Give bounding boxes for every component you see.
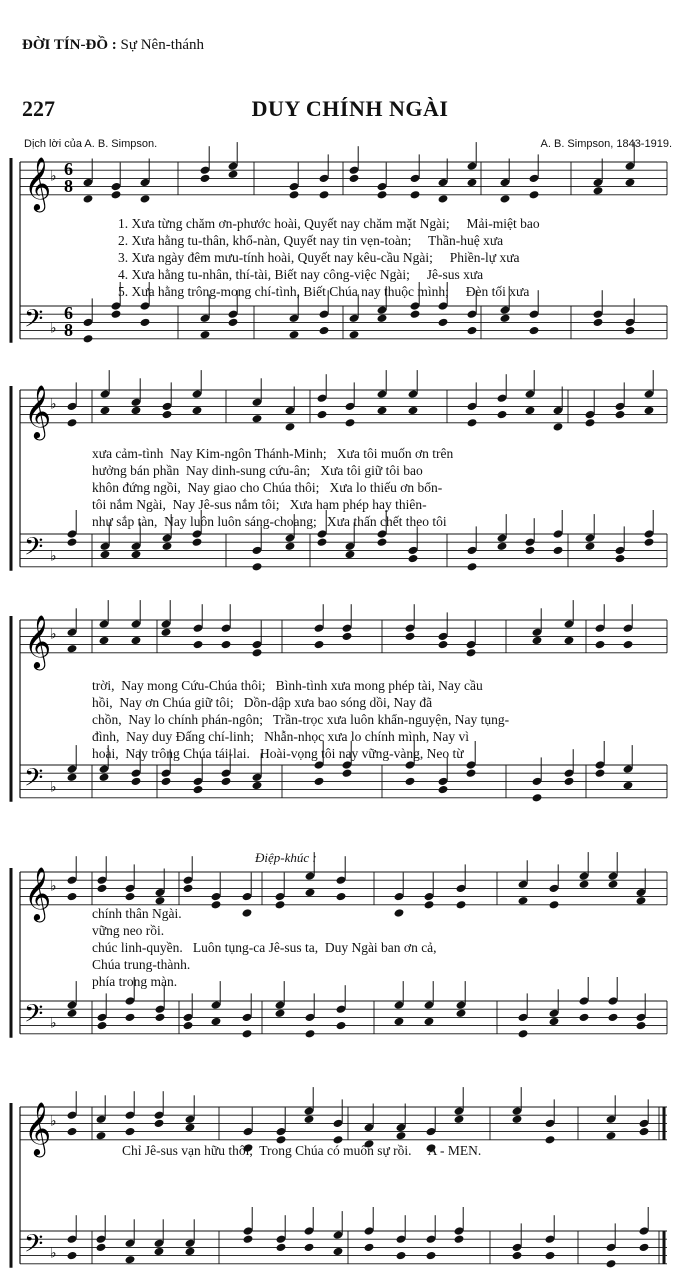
note-head: [200, 330, 211, 340]
lyric-line: 1. Xưa từng chăm ơn-phước hoài, Quyết nay chăm mặt Ngài; Mải-miệt bao: [118, 216, 540, 231]
note-head: [183, 1021, 194, 1031]
note-head: [636, 896, 647, 906]
note-head: [377, 190, 388, 200]
lyric-line: trời, Nay mong Cứu-Chúa thôi; Bình-tình xưa mong phép tài, Nay cầu: [92, 678, 483, 693]
note-head: [545, 1251, 556, 1261]
note-head: [319, 326, 330, 336]
note-head: [608, 1013, 619, 1023]
note-head: [593, 186, 604, 196]
note-head: [140, 194, 151, 204]
note-head: [228, 170, 239, 180]
hymn-number: 227: [22, 96, 55, 121]
note-head: [438, 194, 449, 204]
note-head: [525, 406, 536, 416]
note-head: [454, 1234, 465, 1244]
note-head: [67, 418, 78, 428]
note-head: [595, 640, 606, 650]
note-head: [644, 537, 655, 547]
note-head: [211, 1017, 222, 1027]
note-head: [285, 422, 296, 432]
bass-clef-icon: 𝄢: [24, 1229, 44, 1265]
lyric-line: vững neo rồi.: [92, 923, 165, 938]
lyric-line: 3. Xưa ngày đêm mưu-tính hoài, Quyết nay kêu-cầu Ngài; Phiền-lự xưa: [118, 250, 520, 265]
note-head: [185, 1247, 196, 1257]
note-head: [608, 880, 619, 890]
book-section: Sự Nên-thánh: [120, 37, 205, 53]
note-head: [131, 550, 142, 560]
lyric-line: hồi, Nay ơn Chúa giữ tôi; Dồn-dập xưa bao sóng dồi, Nay đã: [92, 695, 433, 710]
note-head: [396, 1251, 407, 1261]
note-head: [532, 793, 543, 803]
bass-clef-icon: 𝄢: [24, 532, 44, 568]
note-head: [154, 1119, 165, 1129]
note-head: [67, 644, 78, 654]
note-head: [345, 418, 356, 428]
note-head: [396, 1131, 407, 1141]
note-head: [408, 406, 419, 416]
time-sig-bass-bottom: 8: [64, 320, 73, 340]
lyric-line: Chỉ Jê-sus vạn hữu thôi, Trong Chúa có muôn sự rồi. A - MEN.: [122, 1143, 482, 1158]
note-head: [252, 781, 263, 791]
flat-icon: ♭: [50, 779, 57, 796]
note-head: [100, 406, 111, 416]
lyric-line: 4. Xưa hằng tu-nhân, thí-tài, Biết nay công-việc Ngài; Jê-sus xưa: [118, 267, 484, 282]
lyric-line: hoài, Nay trông Chúa tái-lai. Hoài-vọng tôi nay vững-vàng, Neo từ: [92, 746, 464, 761]
note-head: [276, 1243, 287, 1253]
note-head: [192, 406, 203, 416]
note-head: [67, 773, 78, 783]
lyrics-system-5: [122, 1143, 481, 1158]
note-head: [252, 648, 263, 658]
note-head: [529, 190, 540, 200]
refrain-label: Điệp-khúc :: [255, 850, 317, 865]
note-head: [585, 418, 596, 428]
note-head: [99, 636, 110, 646]
lyrics-system-1: [118, 216, 540, 299]
note-head: [625, 178, 636, 188]
note-head: [394, 1017, 405, 1027]
note-head: [336, 1021, 347, 1031]
note-head: [319, 190, 330, 200]
flat-icon: ♭: [50, 396, 57, 413]
note-head: [243, 1234, 254, 1244]
time-sig-treble-top: 6: [64, 159, 73, 179]
note-head: [579, 880, 590, 890]
note-head: [67, 1009, 78, 1019]
note-head: [192, 537, 203, 547]
note-head: [410, 309, 421, 319]
note-head: [549, 900, 560, 910]
bass-clef-icon: 𝄢: [24, 304, 44, 340]
note-head: [364, 1243, 375, 1253]
note-head: [438, 640, 449, 650]
note-head: [623, 640, 634, 650]
note-head: [529, 326, 540, 336]
note-head: [242, 908, 253, 918]
note-head: [193, 785, 204, 795]
lyrics-system-3: [92, 678, 510, 761]
note-head: [532, 636, 543, 646]
note-head: [553, 422, 564, 432]
note-head: [512, 1251, 523, 1261]
note-head: [518, 1029, 529, 1039]
note-head: [162, 410, 173, 420]
lyric-line: chồn, Nay lo chính phán-ngôn; Trần-trọc xưa luôn khẩn-nguyện, Nay tụng-: [92, 712, 510, 727]
note-head: [304, 1115, 315, 1125]
lyric-line: 2. Xưa hằng tu-thân, khổ-nàn, Quyết nay tin vẹn-toàn; Thần-huệ xưa: [118, 233, 504, 248]
flat-icon: ♭: [50, 1015, 57, 1032]
note-head: [512, 1115, 523, 1125]
lyric-line: khôn đứng ngồi, Nay giao cho Chúa thôi; Xưa lo thiếu ơn bổn-: [92, 480, 443, 495]
note-head: [304, 1243, 315, 1253]
note-head: [405, 777, 416, 787]
note-head: [333, 1247, 344, 1257]
flat-icon: ♭: [50, 320, 57, 337]
lyric-line: 5. Xưa hằng trông-mong chí-tình, Biết Chúa nay thuộc mình; Đèn tối xưa: [118, 284, 530, 299]
note-head: [500, 194, 511, 204]
lyrics-system-2: [92, 446, 453, 529]
note-head: [454, 1115, 465, 1125]
note-head: [466, 768, 477, 778]
note-head: [83, 334, 94, 344]
note-head: [162, 542, 173, 552]
note-head: [252, 414, 263, 424]
note-head: [221, 640, 232, 650]
note-head: [317, 410, 328, 420]
note-head: [289, 190, 300, 200]
note-head: [183, 884, 194, 894]
note-head: [125, 1127, 136, 1137]
note-head: [625, 326, 636, 336]
note-head: [426, 1251, 437, 1261]
note-head: [125, 1255, 136, 1265]
lyric-line: chính thân Ngài.: [92, 906, 182, 921]
note-head: [140, 318, 151, 328]
note-head: [305, 888, 316, 898]
note-head: [342, 632, 353, 642]
note-head: [585, 542, 596, 552]
flat-icon: ♭: [50, 1113, 57, 1130]
note-head: [155, 896, 166, 906]
note-head: [211, 900, 222, 910]
note-head: [424, 900, 435, 910]
lyric-line: Chúa trung-thành.: [92, 957, 191, 972]
lyric-line: hưởng bán phần Nay dinh-sung cứu-ân; Xưa tôi giữ tôi bao: [92, 463, 423, 478]
note-head: [497, 410, 508, 420]
note-head: [154, 1247, 165, 1257]
note-head: [97, 1021, 108, 1031]
note-head: [615, 554, 626, 564]
note-head: [67, 1127, 78, 1137]
note-head: [545, 1135, 556, 1145]
note-head: [467, 562, 478, 572]
note-head: [644, 406, 655, 416]
lyrics-system-4: [92, 906, 437, 989]
note-head: [467, 178, 478, 188]
note-head: [615, 410, 626, 420]
note-head: [285, 542, 296, 552]
note-head: [67, 1251, 78, 1261]
treble-clef-icon: 𝄞: [24, 155, 52, 210]
treble-clef-icon: 𝄞: [24, 1100, 52, 1155]
note-head: [639, 1127, 650, 1137]
note-head: [408, 554, 419, 564]
note-head: [579, 1013, 590, 1023]
time-sig-treble-bottom: 8: [64, 176, 73, 196]
flat-icon: ♭: [50, 878, 57, 895]
note-head: [623, 781, 634, 791]
note-head: [466, 648, 477, 658]
note-head: [275, 900, 286, 910]
flat-icon: ♭: [50, 548, 57, 565]
note-head: [606, 1259, 617, 1269]
translator-credit: Dịch lời của A. B. Simpson.: [24, 138, 158, 150]
note-head: [606, 1131, 617, 1141]
note-head: [377, 406, 388, 416]
hymn-title: DUY CHÍNH NGÀI: [251, 96, 449, 121]
note-head: [111, 309, 122, 319]
lyric-line: tôi nắm Ngài, Nay Jê-sus nắm tôi; Xưa ham phép hay thiên-: [92, 497, 427, 512]
flat-icon: ♭: [50, 1245, 57, 1262]
lyric-line: xưa cảm-tình Nay Kim-ngôn Thánh-Minh; Xưa tôi muốn ơn trên: [92, 446, 454, 461]
note-head: [564, 636, 575, 646]
note-head: [549, 1017, 560, 1027]
note-head: [161, 777, 172, 787]
note-head: [394, 908, 405, 918]
lyric-line: chúc linh-quyền. Luôn tụng-ca Jê-sus ta, Duy Ngài ban ơn cả,: [92, 940, 437, 955]
note-head: [467, 418, 478, 428]
treble-clef-icon: 𝄞: [24, 865, 52, 920]
note-head: [410, 190, 421, 200]
note-head: [155, 1013, 166, 1023]
note-head: [314, 777, 325, 787]
note-head: [377, 537, 388, 547]
note-head: [125, 1013, 136, 1023]
note-head: [97, 884, 108, 894]
note-head: [131, 777, 142, 787]
note-head: [228, 318, 239, 328]
note-head: [336, 892, 347, 902]
note-head: [185, 1123, 196, 1133]
flat-icon: ♭: [50, 626, 57, 643]
note-head: [275, 1009, 286, 1019]
book-title: ĐỜI TÍN-ĐỒ :: [22, 37, 117, 53]
note-head: [200, 174, 211, 184]
bass-clef-icon: 𝄢: [24, 763, 44, 799]
note-head: [67, 892, 78, 902]
note-head: [131, 636, 142, 646]
note-head: [221, 777, 232, 787]
note-head: [377, 314, 388, 324]
note-head: [252, 562, 263, 572]
flat-icon: ♭: [50, 168, 57, 185]
note-head: [438, 318, 449, 328]
note-head: [518, 896, 529, 906]
note-head: [593, 318, 604, 328]
treble-clef-icon: 𝄞: [24, 613, 52, 668]
note-head: [96, 1131, 107, 1141]
note-head: [553, 546, 564, 556]
note-head: [636, 1021, 647, 1031]
note-head: [467, 326, 478, 336]
lyric-line: phía trong màn.: [92, 974, 178, 989]
note-head: [639, 1243, 650, 1253]
note-head: [83, 194, 94, 204]
note-head: [305, 1029, 316, 1039]
note-head: [424, 1017, 435, 1027]
note-head: [314, 640, 325, 650]
note-head: [564, 777, 575, 787]
note-head: [438, 785, 449, 795]
treble-clef-icon: 𝄞: [24, 383, 52, 438]
composer-credit: A. B. Simpson, 1843-1919.: [540, 138, 672, 150]
note-head: [456, 1009, 467, 1019]
note-head: [289, 330, 300, 340]
lyric-line: đình, Nay duy Đấng chí-linh; Nhẫn-nhọc xưa lo chính mình, Nay vì: [92, 729, 469, 744]
note-head: [161, 628, 172, 638]
note-head: [100, 550, 111, 560]
time-sig-bass-top: 6: [64, 303, 73, 323]
note-head: [193, 640, 204, 650]
note-head: [500, 314, 511, 324]
note-head: [125, 892, 136, 902]
note-head: [349, 330, 360, 340]
note-head: [96, 1243, 107, 1253]
lyric-line: như sắp tàn, Nay luôn luôn sáng-choang; Xưa thấn chết theo tôi: [92, 514, 447, 529]
note-head: [131, 406, 142, 416]
note-head: [405, 632, 416, 642]
note-head: [456, 900, 467, 910]
note-head: [342, 768, 353, 778]
note-head: [349, 174, 360, 184]
note-head: [497, 542, 508, 552]
note-head: [595, 768, 606, 778]
note-head: [525, 546, 536, 556]
note-head: [242, 1029, 253, 1039]
note-head: [99, 773, 110, 783]
note-head: [111, 190, 122, 200]
note-head: [317, 537, 328, 547]
bass-clef-icon: 𝄢: [24, 999, 44, 1035]
note-head: [67, 537, 78, 547]
note-head: [345, 550, 356, 560]
